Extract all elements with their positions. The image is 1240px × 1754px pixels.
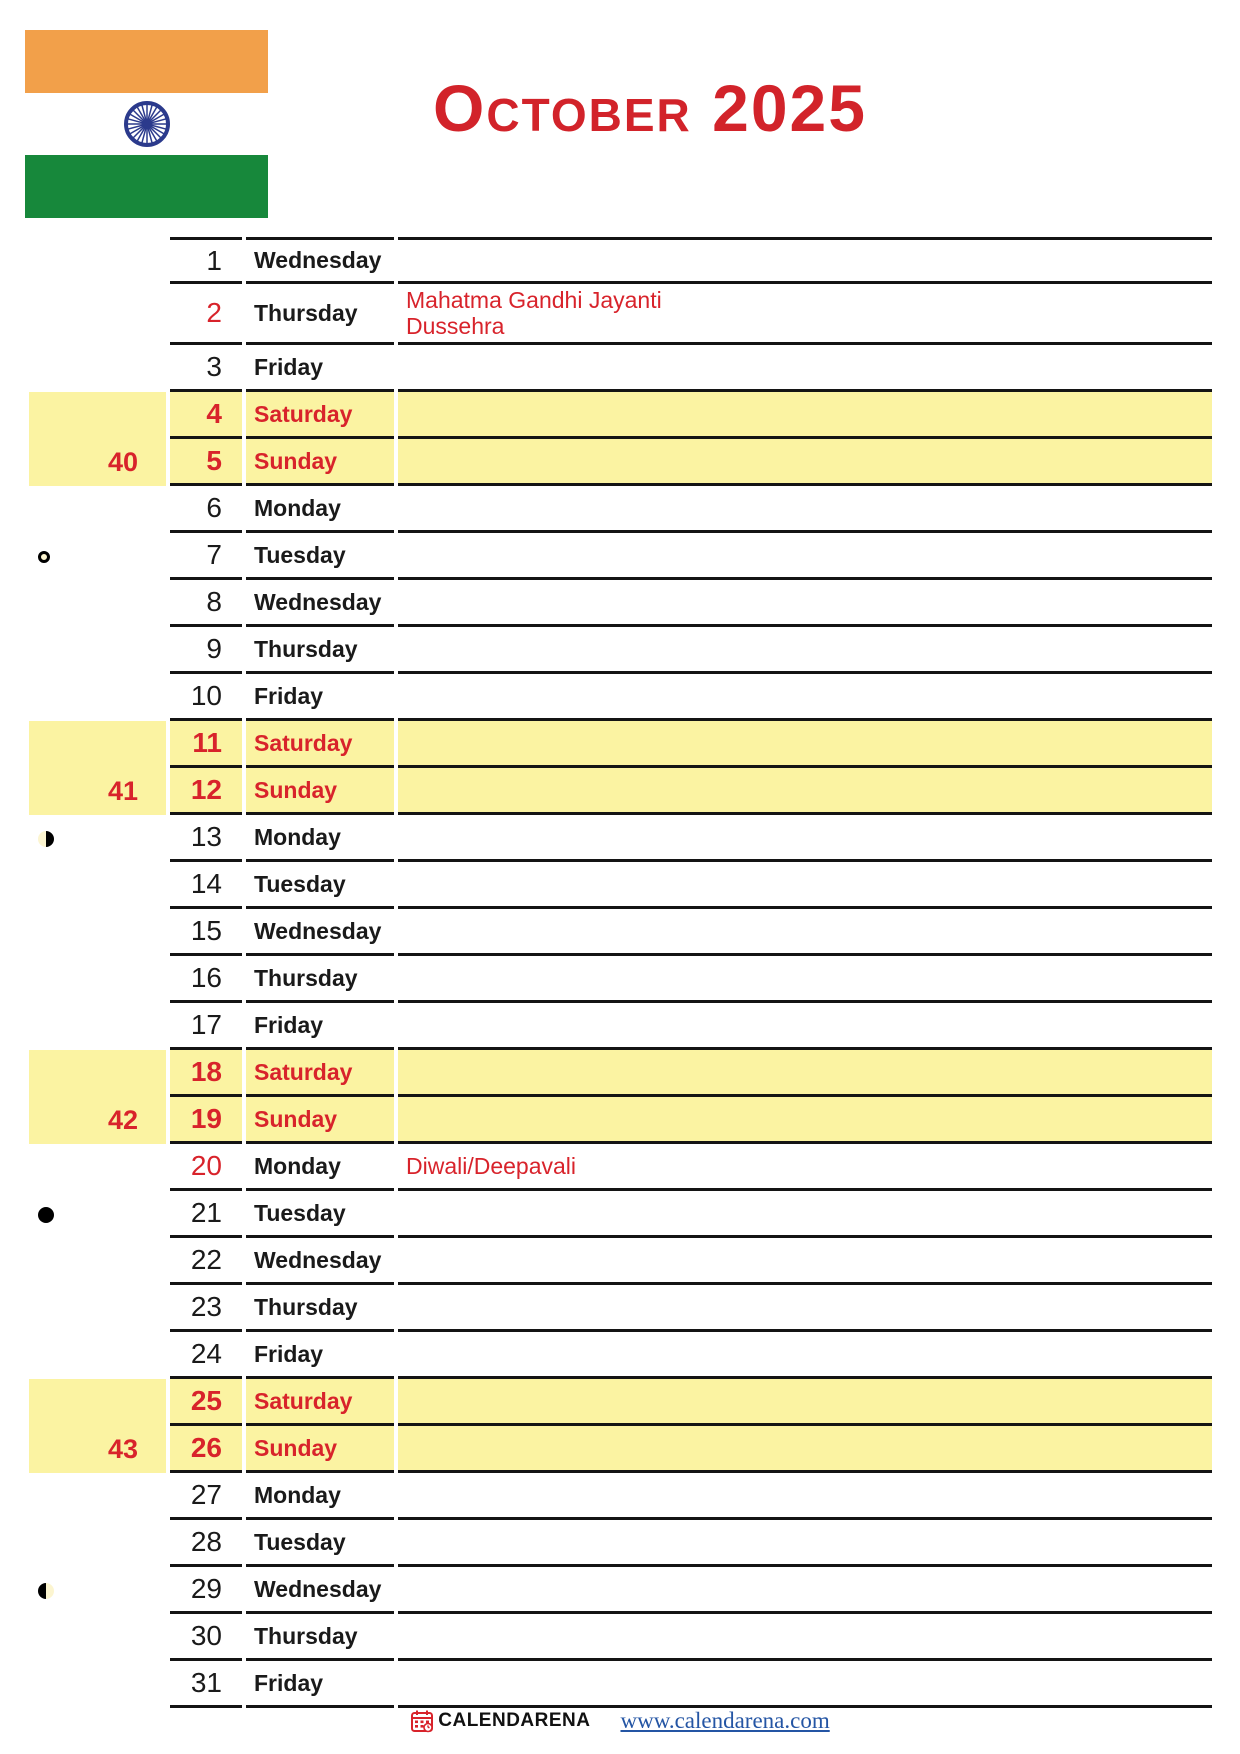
week-number-cell [29, 439, 166, 486]
day-row [29, 815, 1212, 862]
weekday-name: Sunday [246, 1426, 394, 1473]
last-quarter-moon-icon [38, 831, 54, 847]
weekday-name: Saturday [246, 1050, 394, 1097]
date-number: 24 [170, 1332, 242, 1379]
weekday-name: Monday [246, 815, 394, 862]
holiday-events [398, 345, 1212, 392]
brand-logo [410, 1709, 590, 1733]
date-number: 12 [170, 768, 242, 815]
week-number-cell [29, 1661, 166, 1708]
day-row [29, 1473, 1212, 1520]
weekday-name: Wednesday [246, 909, 394, 956]
week-number-cell [29, 956, 166, 1003]
holiday-events [398, 627, 1212, 674]
date-number: 29 [170, 1567, 242, 1614]
holiday-events [398, 909, 1212, 956]
day-row [29, 345, 1212, 392]
date-number: 14 [170, 862, 242, 909]
flag-green-band [25, 155, 268, 218]
week-number-cell [29, 237, 166, 284]
week-number-cell [29, 1379, 166, 1426]
week-number-cell [29, 1473, 166, 1520]
weekday-name: Saturday [246, 392, 394, 439]
week-number-cell [29, 1520, 166, 1567]
week-number-cell [29, 862, 166, 909]
holiday-events [398, 768, 1212, 815]
day-row [29, 1332, 1212, 1379]
date-number: 5 [170, 439, 242, 486]
holiday-events [398, 1144, 1212, 1191]
day-row [29, 284, 1212, 345]
weekday-name: Tuesday [246, 1191, 394, 1238]
holiday-events [398, 1191, 1212, 1238]
day-row [29, 1285, 1212, 1332]
holiday-events [398, 1520, 1212, 1567]
holiday-label: Diwali/Deepavali [406, 1153, 577, 1179]
week-number-cell [29, 815, 166, 862]
holiday-events [398, 1379, 1212, 1426]
week-number-cell [29, 721, 166, 768]
holiday-events [398, 1238, 1212, 1285]
week-number-cell [29, 1285, 166, 1332]
holiday-events [398, 862, 1212, 909]
holiday-events [398, 1050, 1212, 1097]
day-row [29, 580, 1212, 627]
weekday-name: Thursday [246, 1614, 394, 1661]
first-quarter-moon-icon [38, 1583, 54, 1599]
week-number-cell [29, 1144, 166, 1191]
weekday-name: Friday [246, 674, 394, 721]
holiday-events [398, 392, 1212, 439]
date-number: 4 [170, 392, 242, 439]
weekday-name: Thursday [246, 956, 394, 1003]
date-number: 3 [170, 345, 242, 392]
holiday-events [398, 1003, 1212, 1050]
week-number-label: 40 [107, 447, 138, 477]
india-flag-icon [25, 30, 268, 218]
weekday-name: Sunday [246, 768, 394, 815]
date-number: 31 [170, 1661, 242, 1708]
date-number: 26 [170, 1426, 242, 1473]
flag-saffron-band [25, 30, 268, 93]
weekday-name: Tuesday [246, 862, 394, 909]
week-number-cell [29, 627, 166, 674]
date-number: 21 [170, 1191, 242, 1238]
weekday-name: Wednesday [246, 1238, 394, 1285]
date-number: 10 [170, 674, 242, 721]
weekday-name: Thursday [246, 627, 394, 674]
week-number-cell [29, 1238, 166, 1285]
holiday-events [398, 1473, 1212, 1520]
weekday-name: Friday [246, 1003, 394, 1050]
weekday-name: Thursday [246, 1285, 394, 1332]
holiday-events [398, 815, 1212, 862]
date-number: 20 [170, 1144, 242, 1191]
weekday-name: Friday [246, 1332, 394, 1379]
weekday-name: Tuesday [246, 1520, 394, 1567]
day-row [29, 1097, 1212, 1144]
day-row [29, 1050, 1212, 1097]
week-number-cell [29, 580, 166, 627]
date-number: 2 [170, 284, 242, 345]
holiday-events [398, 1661, 1212, 1708]
day-row [29, 768, 1212, 815]
day-row [29, 1520, 1212, 1567]
date-number: 18 [170, 1050, 242, 1097]
holiday-events [398, 533, 1212, 580]
week-number-cell [29, 486, 166, 533]
weekday-name: Monday [246, 486, 394, 533]
date-number: 15 [170, 909, 242, 956]
day-row [29, 1238, 1212, 1285]
day-row [29, 486, 1212, 533]
day-row [29, 1191, 1212, 1238]
day-row [29, 862, 1212, 909]
holiday-events [398, 1567, 1212, 1614]
date-number: 9 [170, 627, 242, 674]
weekday-name: Monday [246, 1144, 394, 1191]
calendar-rows [29, 237, 1212, 1708]
weekday-name: Sunday [246, 439, 394, 486]
weekday-name: Tuesday [246, 533, 394, 580]
holiday-events [398, 1332, 1212, 1379]
weekday-name: Thursday [246, 284, 394, 345]
day-row [29, 1426, 1212, 1473]
date-number: 30 [170, 1614, 242, 1661]
day-row [29, 909, 1212, 956]
day-row [29, 1614, 1212, 1661]
holiday-events [398, 486, 1212, 533]
week-number-cell [29, 1426, 166, 1473]
day-row [29, 1379, 1212, 1426]
weekday-name: Wednesday [246, 237, 394, 284]
weekday-name: Friday [246, 345, 394, 392]
week-number-cell [29, 674, 166, 721]
week-number-cell [29, 768, 166, 815]
brand-name: CALENDARENA [438, 1710, 591, 1731]
day-row [29, 674, 1212, 721]
weekday-name: Wednesday [246, 1567, 394, 1614]
date-number: 6 [170, 486, 242, 533]
holiday-events [398, 237, 1212, 284]
week-number-label: 42 [107, 1105, 138, 1135]
weekday-name: Friday [246, 1661, 394, 1708]
date-number: 16 [170, 956, 242, 1003]
footer [0, 1708, 1240, 1734]
weekday-name: Monday [246, 1473, 394, 1520]
day-row [29, 237, 1212, 284]
weekday-name: Saturday [246, 721, 394, 768]
week-number-cell [29, 1050, 166, 1097]
holiday-events [398, 1097, 1212, 1144]
holiday-events [398, 674, 1212, 721]
holiday-label: Dussehra [406, 313, 505, 339]
ashoka-chakra-icon [123, 100, 171, 148]
holiday-events [398, 580, 1212, 627]
date-number: 7 [170, 533, 242, 580]
week-number-cell [29, 1567, 166, 1614]
day-row [29, 1003, 1212, 1050]
date-number: 19 [170, 1097, 242, 1144]
week-number-cell [29, 533, 166, 580]
day-row [29, 1144, 1212, 1191]
flag-white-band [25, 93, 268, 155]
week-number-cell [29, 909, 166, 956]
date-number: 11 [170, 721, 242, 768]
week-number-cell [29, 1003, 166, 1050]
week-number-cell [29, 284, 166, 345]
day-row [29, 627, 1212, 674]
weekday-name: Wednesday [246, 580, 394, 627]
day-row [29, 439, 1212, 486]
date-number: 8 [170, 580, 242, 627]
week-number-label: 43 [107, 1434, 138, 1464]
week-number-cell [29, 1614, 166, 1661]
holiday-events [398, 1285, 1212, 1332]
week-number-label: 41 [107, 776, 138, 806]
date-number: 28 [170, 1520, 242, 1567]
holiday-label: Mahatma Gandhi Jayanti [406, 287, 662, 313]
weekday-name: Saturday [246, 1379, 394, 1426]
holiday-events [398, 284, 1212, 345]
week-number-cell [29, 1332, 166, 1379]
day-row [29, 1567, 1212, 1614]
date-number: 27 [170, 1473, 242, 1520]
week-number-cell [29, 392, 166, 439]
week-number-cell [29, 1191, 166, 1238]
date-number: 22 [170, 1238, 242, 1285]
holiday-events [398, 1426, 1212, 1473]
holiday-events [398, 721, 1212, 768]
full-moon-icon [38, 551, 50, 563]
day-row [29, 721, 1212, 768]
date-number: 1 [170, 237, 242, 284]
holiday-events [398, 439, 1212, 486]
week-number-cell [29, 1097, 166, 1144]
day-row [29, 1661, 1212, 1708]
date-number: 13 [170, 815, 242, 862]
date-number: 23 [170, 1285, 242, 1332]
day-row [29, 956, 1212, 1003]
holiday-events [398, 956, 1212, 1003]
day-row [29, 392, 1212, 439]
website-link[interactable]: www.calendarena.com [620, 1708, 830, 1733]
day-row [29, 533, 1212, 580]
calendar-icon [410, 1709, 434, 1733]
date-number: 17 [170, 1003, 242, 1050]
holiday-events [398, 1614, 1212, 1661]
new-moon-icon [38, 1207, 54, 1223]
weekday-name: Sunday [246, 1097, 394, 1144]
week-number-cell [29, 345, 166, 392]
date-number: 25 [170, 1379, 242, 1426]
page-title: October 2025 [433, 71, 867, 145]
